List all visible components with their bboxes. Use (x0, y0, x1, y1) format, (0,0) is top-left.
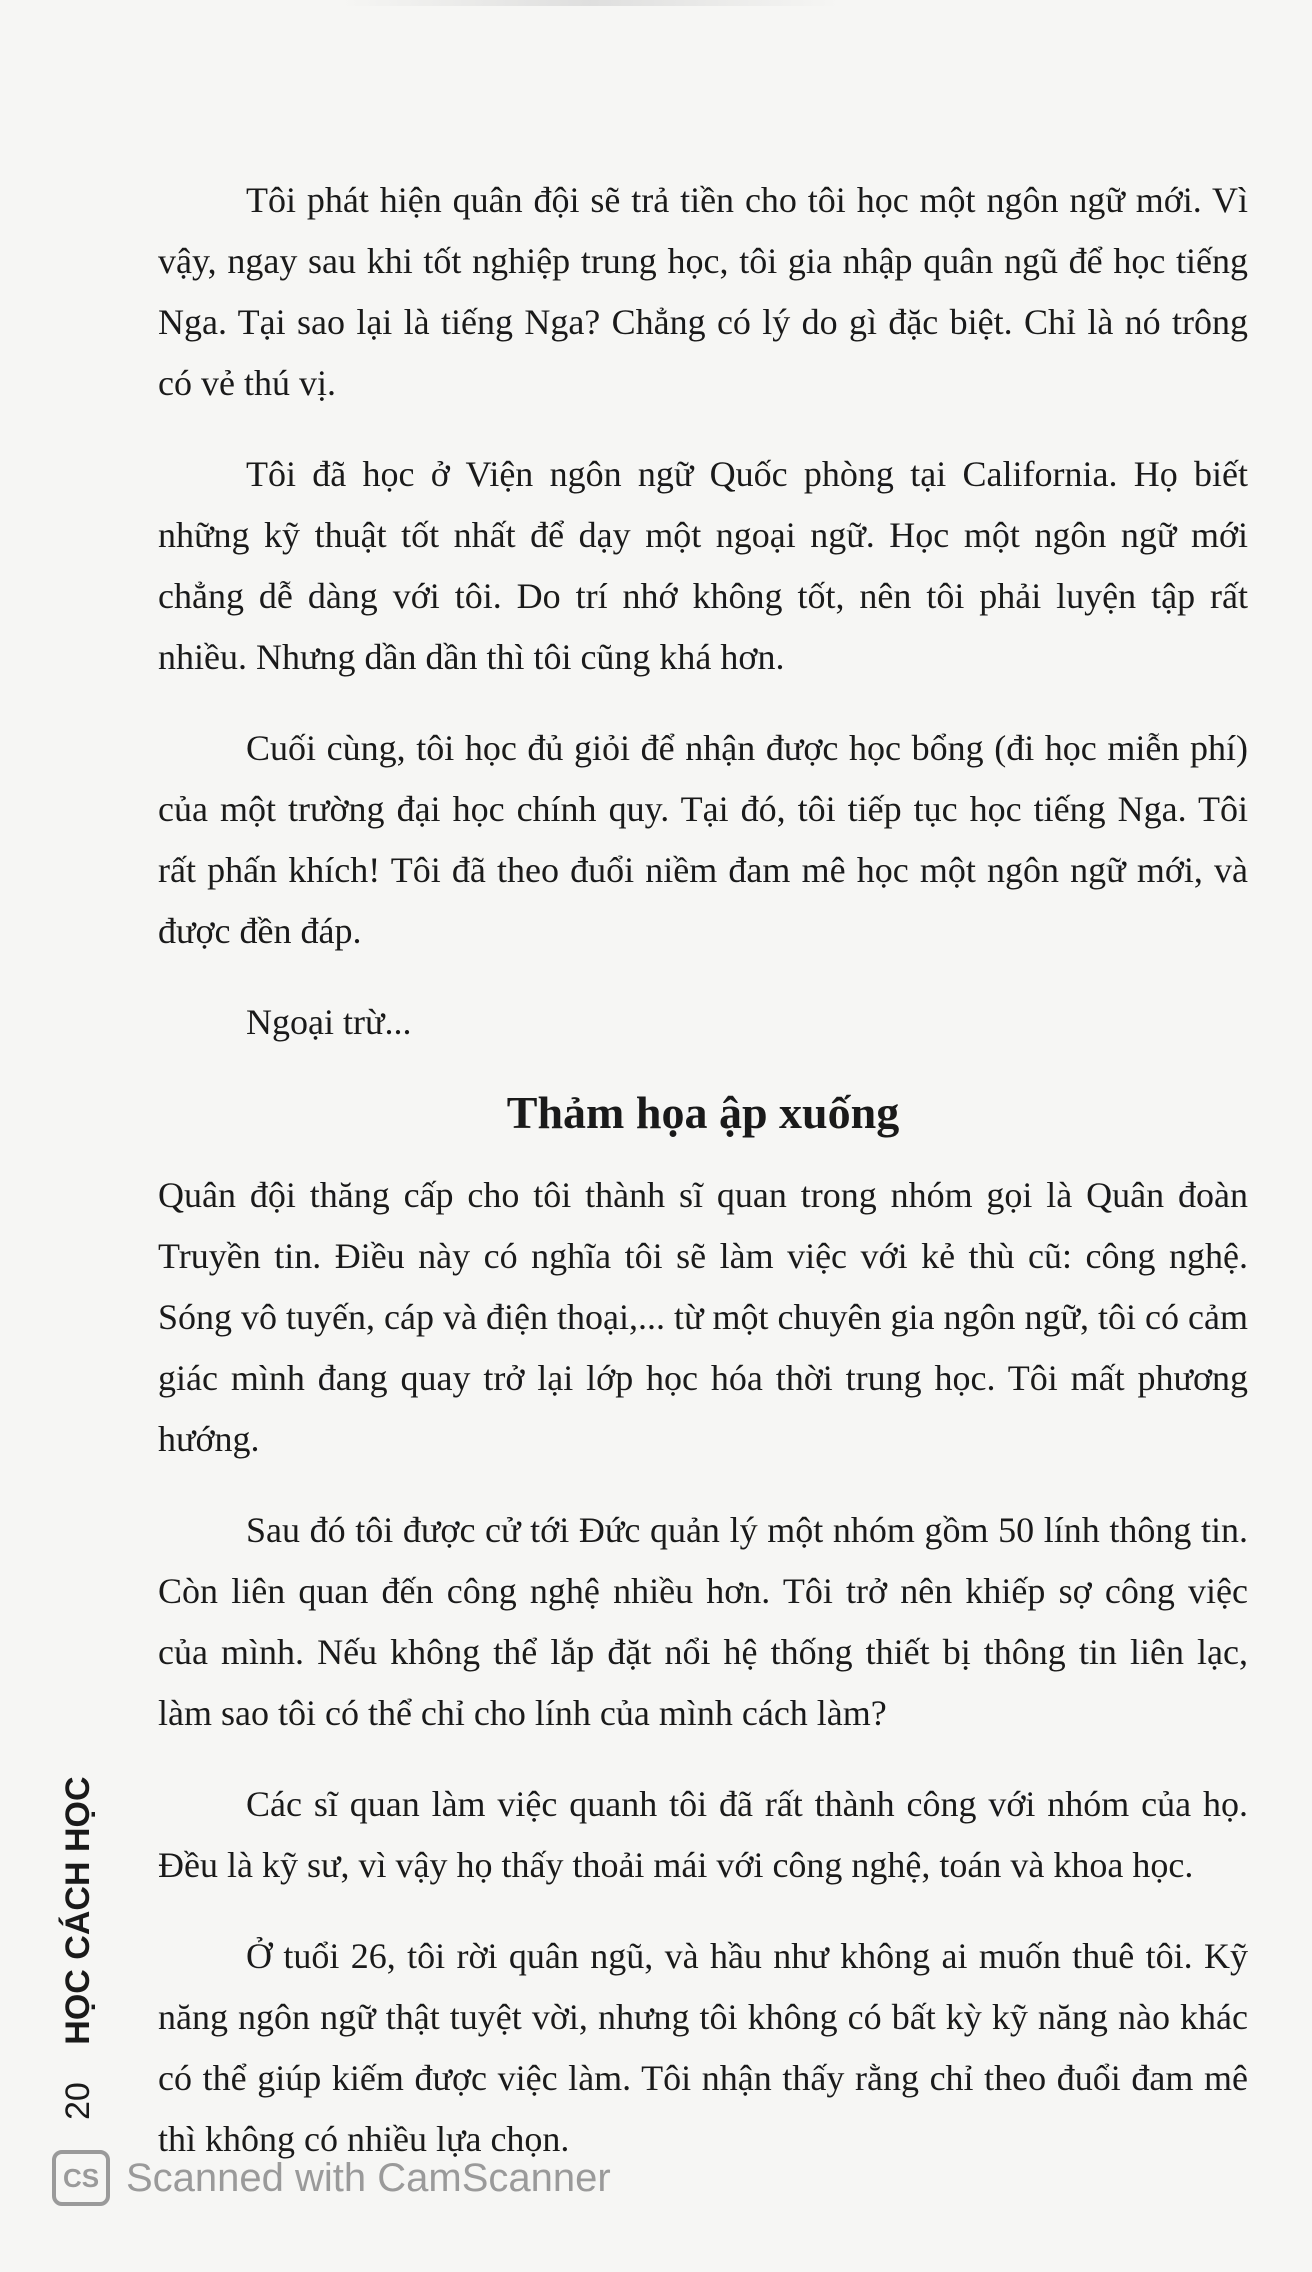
scan-edge-mark (340, 0, 840, 6)
scanner-watermark (52, 2150, 611, 2206)
camscanner-logo-icon: CS (52, 2150, 110, 2206)
paragraph: Sau đó tôi được cử tới Đức quản lý một nhóm gồm 50 lính thông tin. Còn liên quan đến công nghệ nhiều hơn. Tôi trở nên khiếp sợ công việc của mình. Nếu không thể lắp đặt nổi hệ thống thiết bị thông tin liên lạc, làm sao tôi có thể chỉ cho lính của mình cách làm? (158, 1510, 1248, 1733)
book-title: HỌC CÁCH HỌC (59, 1776, 97, 2045)
running-footer (50, 1730, 106, 2120)
paragraph: Cuối cùng, tôi học đủ giỏi để nhận được học bổng (đi học miễn phí) của một trường đại học chính quy. Tại đó, tôi tiếp tục học tiếng Nga. Tôi rất phấn khích! Tôi đã theo đuổi niềm đam mê học một ngôn ngữ mới, và được đền đáp. (158, 728, 1248, 951)
paragraph: Tôi phát hiện quân đội sẽ trả tiền cho tôi học một ngôn ngữ mới. Vì vậy, ngay sau khi tốt nghiệp trung học, tôi gia nhập quân ngũ để học tiếng Nga. Tại sao lại là tiếng Nga? Chẳng có lý do gì đặc biệt. Chỉ là nó trông có vẻ thú vị. (158, 180, 1248, 403)
paragraph: Quân đội thăng cấp cho tôi thành sĩ quan trong nhóm gọi là Quân đoàn Truyền tin. Điều này có nghĩa tôi sẽ làm việc với kẻ thù cũ: công nghệ. Sóng vô tuyến, cáp và điện thoại,... từ một chuyên gia ngôn ngữ, tôi có cảm giác mình đang quay trở lại lớp học hóa thời trung học. Tôi mất phương hướng. (158, 1175, 1248, 1459)
section-heading: Thảm họa ập xuống (506, 1087, 900, 1138)
paragraph: Ngoại trừ... (246, 1002, 412, 1042)
page-number: 20 (59, 2082, 97, 2120)
page-body (158, 170, 1248, 2200)
paragraph: Tôi đã học ở Viện ngôn ngữ Quốc phòng tại California. Họ biết những kỹ thuật tốt nhất để dạy một ngoại ngữ. Học một ngôn ngữ mới chẳng dễ dàng với tôi. Do trí nhớ không tốt, nên tôi phải luyện tập rất nhiều. Nhưng dần dần thì tôi cũng khá hơn. (158, 454, 1248, 677)
paragraph: Các sĩ quan làm việc quanh tôi đã rất thành công với nhóm của họ. Đều là kỹ sư, vì vậy họ thấy thoải mái với công nghệ, toán và khoa học. (158, 1784, 1248, 1885)
watermark-text: Scanned with CamScanner (126, 2155, 611, 2200)
paragraph: Ở tuổi 26, tôi rời quân ngũ, và hầu như không ai muốn thuê tôi. Kỹ năng ngôn ngữ thật tuyệt vời, nhưng tôi không có bất kỳ kỹ năng nào khác có thể giúp kiếm được việc làm. Tôi nhận thấy rằng chỉ theo đuổi đam mê thì không có nhiều lựa chọn. (158, 1936, 1248, 2159)
